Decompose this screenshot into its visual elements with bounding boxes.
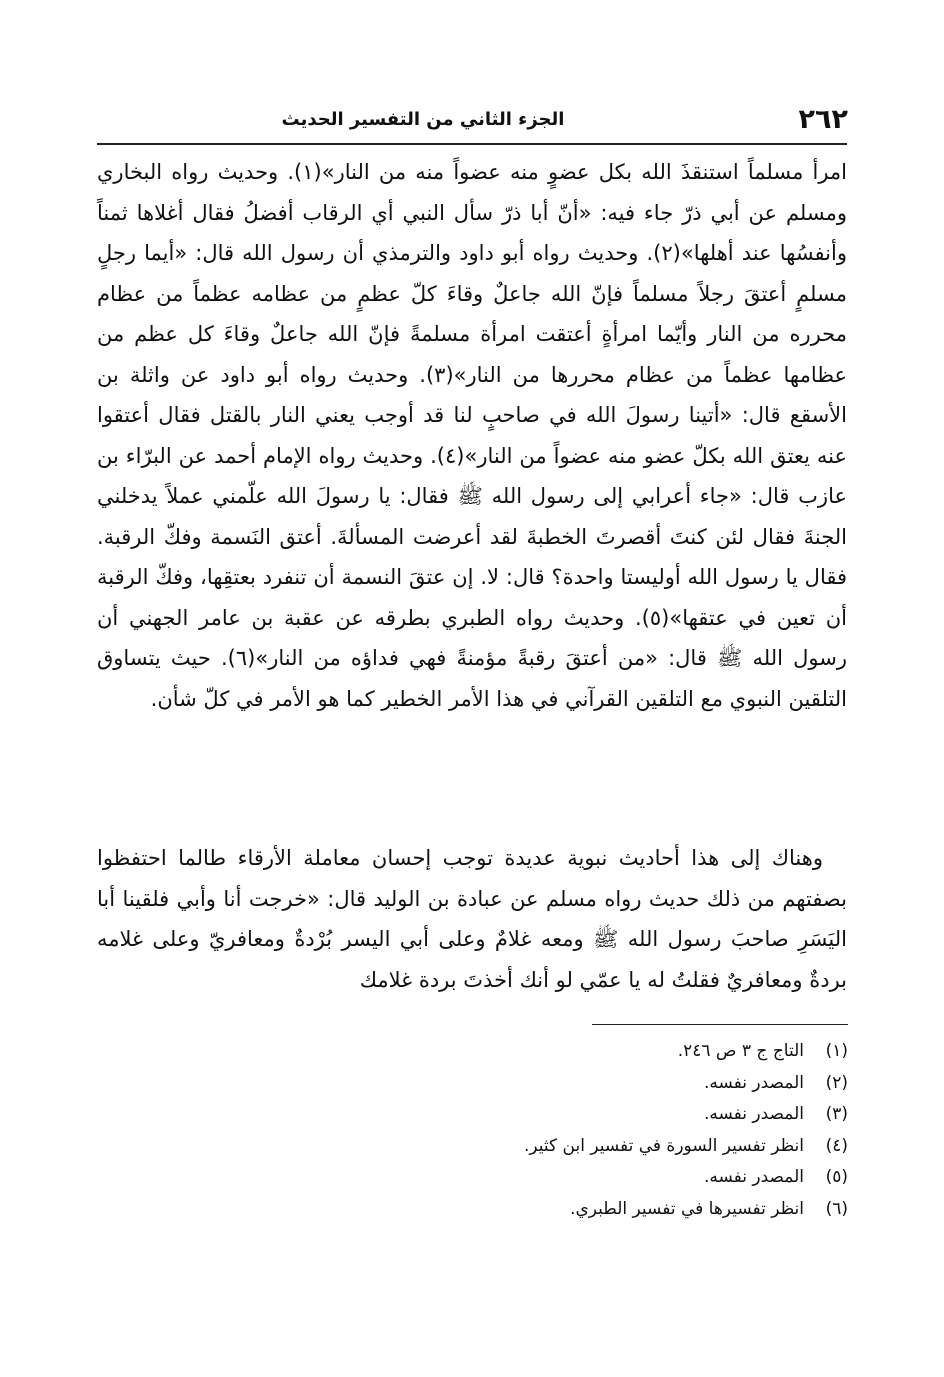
- page-header: [98, 98, 848, 138]
- footnote-text: التاج ج ٣ ص ٢٤٦.: [677, 1041, 804, 1061]
- footnote-number: (٦): [825, 1198, 848, 1219]
- footnote-item: [300, 1162, 848, 1194]
- footnote-number: (٣): [825, 1104, 848, 1124]
- footnotes: [300, 1036, 848, 1225]
- footnote-number: (٤): [825, 1135, 848, 1156]
- footnote-item: [300, 1194, 848, 1226]
- footnote-text: انظر تفسير السورة في تفسير ابن كثير.: [523, 1135, 804, 1156]
- footnote-text: المصدر نفسه.: [703, 1167, 804, 1187]
- header-divider: [97, 143, 847, 145]
- footnote-text: انظر تفسيرها في تفسير الطبري.: [570, 1198, 804, 1219]
- footnote-item: [300, 1068, 848, 1100]
- footnote-text: المصدر نفسه.: [703, 1072, 804, 1093]
- body-paragraph-2: وهناك إلى هذا أحاديث نبوية عديدة توجب إحسان معاملة الأرقاء طالما احتفظوا بصفتهم من ذلك حديث رواه مسلم عن عبادة بن الوليد قال: «خرجت أنا وأبي فلقينا أبا اليَسَرِ صاحبَ رسول الله ﷺ ومعه غلامٌ وعلى أبي اليسر بُرْدةٌ ومعافريّ وعلى غلامه بردةٌ ومعافريٌ فقلتُ له يا عمّي لو أنك أخذتَ بردة غلامك: [97, 846, 847, 992]
- footnote-number: (٥): [825, 1167, 848, 1187]
- footnote-item: [300, 1036, 848, 1068]
- footnote-item: [300, 1131, 848, 1163]
- footnote-divider: [592, 1024, 848, 1025]
- footnote-number: (٢): [825, 1072, 848, 1093]
- page-number: ٢٦٢: [798, 104, 848, 135]
- footnote-text: المصدر نفسه.: [703, 1104, 804, 1124]
- footnote-item: [300, 1099, 848, 1131]
- footnote-number: (١): [825, 1041, 848, 1061]
- running-title: الجزء الثاني من التفسير الحديث: [281, 109, 565, 130]
- body-paragraph-1: امرأ مسلماً استنقذَ الله بكل عضوٍ منه عضواً منه من النار»(١). وحديث رواه البخاري ومسلم عن أبي ذرّ جاء فيه: «أنّ أبا ذرّ سأل النبي أي الرقاب أفضلُ فقال أغلاها ثمناً وأنفسُها عند أهلها»(٢). وحديث رواه أبو داود والترمذي أن رسول الله قال: «أيما رجلٍ مسلمٍ أعتقَ رجلاً مسلماً فإنّ الله جاعلٌ وقاءَ كلّ عظمٍ من عظامه عظماً من عظام محرره من النار وأيّما امرأةٍ أعتقت امرأة مسلمةً فإنّ الله جاعلٌ وقاءَ كل عظم من عظامها عظماً من عظام محررها من النار»(٣). وحديث رواه أبو داود عن واثلة بن الأسقع قال: «أتينا رسولَ الله في صاحبٍ لنا قد أوجب يعني النار بالقتل فقال أعتقوا عنه يعتق الله بكلّ عضو منه عضواً من النار»(٤). وحديث رواه الإمام أحمد عن البرّاء بن عازب قال: «جاء أعرابي إلى رسول الله ﷺ فقال: يا رسولَ الله علّمني عملاً يدخلني الجنةَ فقال لئن كنتَ أقصرتَ الخطبةَ لقد أعرضت المسألةَ. أعتق النَسمة وفكّ الرقبة. فقال يا رسول الله أوليستا واحدة؟ قال: لا. إن عتقَ النسمة أن تنفرد بعتقِها، وفكّ الرقبة أن تعين في عتقها»(٥). وحديث رواه الطبري بطرقه عن عقبة بن عامر الجهني أن رسول الله ﷺ قال: «من أعتقَ رقبةً مؤمنةً فهي فداؤه من النار»(٦). حيث يتساوق التلقين النبوي مع التلقين القرآني في هذا الأمر الخطير كما هو الأمر في كلّ شأن.: [97, 160, 848, 711]
